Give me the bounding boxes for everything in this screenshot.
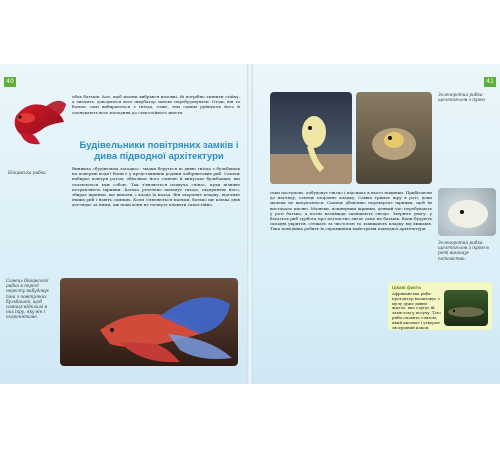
jawfish-photo-2 (356, 92, 432, 184)
fact-box-title: Цікаві факти (392, 285, 421, 290)
page-number-right: 41 (484, 77, 496, 87)
lungfish-photo (444, 290, 488, 326)
betta-fish-photo-small (6, 94, 68, 150)
lungfish-illustration (444, 290, 488, 326)
fact-box (388, 282, 492, 330)
betta-fish-illustration (6, 94, 68, 150)
fact-box-text: Африканська риба-протоптер влаштовує з мулу дуже дивне житло, яке слугує їй захистом у посуху. Тіло риби оповите слизом, який висихає і утворює своєрідний кокон. (392, 291, 441, 330)
caption-jawfish: Зеленоротий рибка-щелепоголов з ікрою (438, 92, 485, 103)
left-top-text: обох батьків. Але, щоб малюк вибрався назовні, їй потрібно змінити стійку, а значить, доводиться весь інкубатор заново перебудовувати. Отож, він та батько самі вибираються з гнізда, отже, тим самим руйнують його й спонукають весь молодняк до самостійного життя. (72, 94, 240, 115)
jawfish-eggs-photo (438, 188, 496, 236)
left-main-text: Виникла «будівельна загадка»: звідки беруться ці дивні гнізда з бульбашок на поверхні води? Вони є у представників родини лабіринтових риб. Самець набирає повітря ротом, обволікає його слиною й випускає бульбашки, які склеюються між собою. Так з'являється плавуча «піна», куди пізніше потрапляють ікринки. Батько ретельно пильнує гніздо, підправляє його, збирає ікринки, що випали, і кладе їх назад. Він охороняє кладку, відганяє інших риб і навіть самицю. Коли з'являються мальки, батько ще кілька днів доглядає за ними, аж поки вони не почнуть плавати самостійно. (72, 166, 240, 208)
caption-jawfish-side: Зеленоротий рибка-щелепоголов з ікрою в роті виношує потомство. (438, 240, 489, 261)
book-spread (0, 64, 500, 384)
betta-fish-photo-large (60, 278, 238, 366)
eggs-illustration (438, 188, 496, 236)
caption-betta: Бійцівська рибка (8, 170, 46, 175)
jawfish-illustration-2 (356, 92, 432, 184)
jawfish-illustration-1 (270, 92, 352, 184)
right-main-text: ськи поступово, добудовує гніздо і підсипає в нього піщинки. Прибігаючи до нагляду, самець охороняє кладку. Самка тримає ікру в роті, доки мальки не вилупляться. Самець дбайливо перевертає ікринки, щоб їм вистачало кисню. Малюки, покинувши ікринки, деякий час перебувають у роті батька, а потім назавжди залишають гніздо. Зверніть увагу: у багатьох риб турбота про потомство лягає саме на батьків. Вони будують складні укриття, стежать за чистотою та захищають кладку від хижаків. Така поведінка робить їх справжніми майстрами підводної архітектури. (270, 190, 432, 232)
page-number-left: 40 (4, 77, 16, 87)
right-page (252, 64, 500, 384)
left-page (0, 64, 248, 384)
section-heading: Будівельники повітряних замків і дива підводної архітектури (79, 140, 239, 162)
caption-betta-side: Самець бійцівської рибки в період нересту вибудовує піни з повітряних бульбашок, щоб самиця відклала в них ікру, яку він і охоронятиме. (6, 278, 49, 320)
betta-fish-large-illustration (60, 278, 238, 366)
jawfish-photo-1 (270, 92, 352, 184)
